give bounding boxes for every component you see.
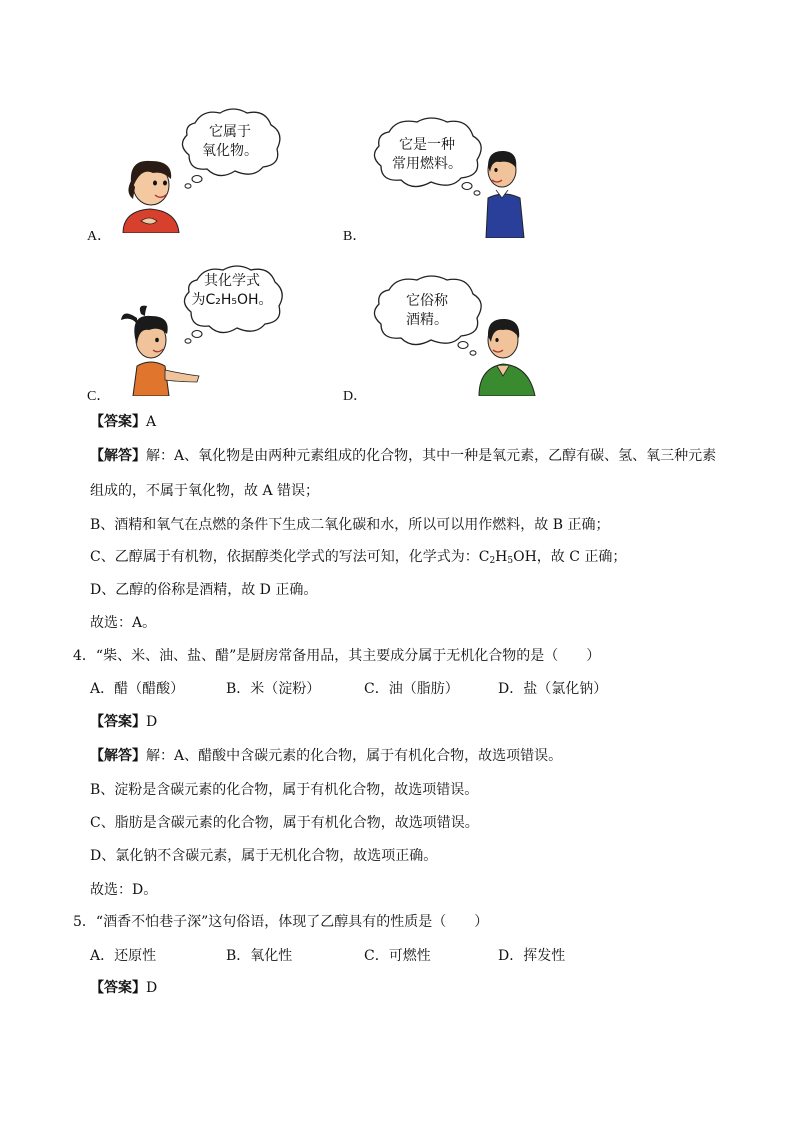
q3-analysis-line5: D、乙醇的俗称是酒精，故 D 正确。 [90,582,318,598]
q5-option-c: C．可燃性 [364,948,431,964]
subscript: 2 [489,556,496,566]
bubble-line: 它俗称 [406,293,448,309]
analysis-text: H [495,549,508,565]
q3-analysis-line2: 组成的，不属于氧化物，故 A 错误； [90,483,320,499]
girl-figure-c [117,304,207,396]
bubble-line: 它是一种 [399,137,455,153]
q3-analysis-line1 [90,446,716,466]
q4-option-c: C．油（脂肪） [364,681,459,697]
bubble-text-d [381,292,473,330]
illustration-d [341,270,561,407]
man-figure-d [473,312,539,396]
answer-label: 【答案】 [90,980,146,996]
q5-option-b: B．氧化性 [226,948,293,964]
q3-conclusion: 故选：A。 [90,615,157,631]
analysis-text: OH，故 C 正确； [513,549,627,565]
answer-value: D [146,980,158,996]
analysis-text: C、乙醇属于有机物，依据醇类化学式的写法可知，化学式为：C [90,549,490,565]
q4-analysis-line4: D、氯化钠不含碳元素，属于无机化合物，故选项正确。 [90,848,438,864]
analysis-label: 【解答】 [90,748,146,764]
bubble-text-a [185,123,275,161]
option-label-a: A． [87,229,112,244]
q3-analysis-line4 [90,547,626,567]
man-figure-b [476,148,531,238]
q4-analysis-line3: C、脂肪是含碳元素的化合物，属于有机化合物，故选项错误。 [90,815,479,831]
q4-stem: 4．“柴、米、油、盐、醋”是厨房常备用品，其主要成分属于无机化合物的是（ ） [73,648,601,664]
q4-analysis-line1 [90,746,562,766]
bubble-line: 氧化物。 [202,143,258,159]
subscript: 5 [507,556,514,566]
illustration-a [85,105,305,245]
bubble-text-b [381,136,473,174]
q4-option-a: A．醋（醋酸） [90,681,185,697]
bubble-line: 为C₂H₅OH。 [191,292,273,308]
analysis-text: 解：A、醋酸中含碳元素的化合物，属于有机化合物，故选项错误。 [146,748,563,764]
bubble-line: 它属于 [209,124,251,140]
answer-label: 【答案】 [90,714,146,730]
q5-option-d: D．挥发性 [498,948,566,964]
bubble-line: 常用燃料。 [392,156,462,172]
q4-analysis-line2: B、淀粉是含碳元素的化合物，属于有机化合物，故选项错误。 [90,782,479,798]
option-label-b: B． [343,229,367,244]
answer-value: D [146,714,158,730]
option-label-d: D． [343,389,368,404]
q5-stem: 5．“酒香不怕巷子深”这句俗语，体现了乙醇具有的性质是（ ） [73,914,489,930]
q4-option-d: D．盐（氯化钠） [498,681,608,697]
q5-answer [90,978,157,998]
illustration-c [85,262,305,407]
answer-label: 【答案】 [90,414,146,430]
q4-option-b: B．米（淀粉） [226,681,321,697]
analysis-text: 解：A、氧化物是由两种元素组成的化合物，其中一种是氧元素，乙醇有碳、氢、氧三种元素 [146,448,717,464]
q4-conclusion: 故选：D。 [90,882,158,898]
bubble-line: 其化学式 [204,273,260,289]
q5-option-a: A．还原性 [90,948,157,964]
q3-answer [90,412,156,432]
illustration-b [341,112,561,247]
analysis-label: 【解答】 [90,448,146,464]
bubble-line: 酒精。 [406,312,448,328]
q3-analysis-line3: B、酒精和氧气在点燃的条件下生成二氧化碳和水，所以可以用作燃料，故 B 正确； [90,517,610,533]
girl-figure-a [115,153,185,233]
answer-value: A [146,414,157,430]
option-label-c: C． [87,389,111,404]
q4-answer [90,712,157,732]
